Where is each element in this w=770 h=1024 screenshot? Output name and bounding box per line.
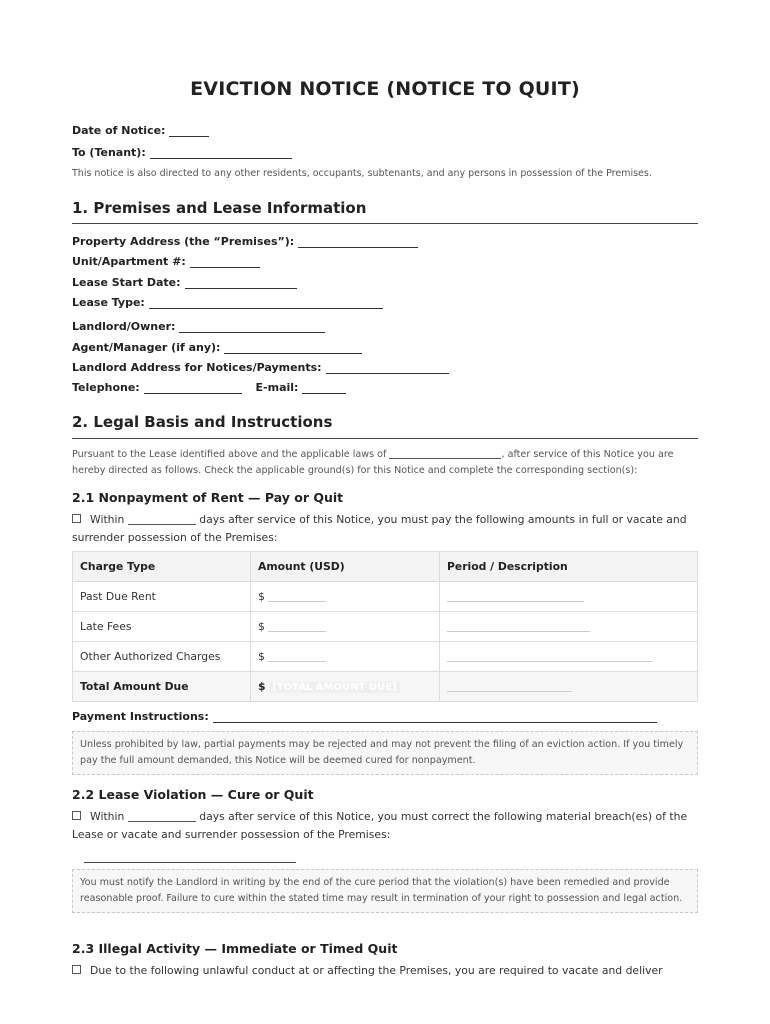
total-row <box>73 672 698 702</box>
occupants-note: This notice is also directed to any other residents, occupants, subtenants, and any persons in possession of the Premises. <box>72 168 652 179</box>
section-2-heading: 2. Legal Basis and Instructions <box>72 413 333 431</box>
period-blank[interactable] <box>447 621 590 632</box>
partial-payment-notice: Unless prohibited by law, partial payments may be rejected and may not prevent the filing of an eviction action. If you timely pay the full amount demanded, this Notice will be deemed cured for nonpayment. <box>72 731 698 775</box>
property-address-field <box>72 235 418 248</box>
landlord-address-field <box>72 361 449 374</box>
section-2-1-text <box>72 511 698 547</box>
period-blank[interactable] <box>447 681 572 692</box>
period-blank[interactable] <box>447 591 584 602</box>
telephone-blank[interactable] <box>144 381 242 394</box>
table-header-row <box>73 552 698 582</box>
illegal-activity-text: Due to the following unlawful conduct at or affecting the Premises, you are required to vacate and deliver <box>90 964 663 977</box>
lease-start-field <box>72 276 297 289</box>
lease-start-blank[interactable] <box>185 276 297 289</box>
section-2-1-heading: 2.1 Nonpayment of Rent — Pay or Quit <box>72 490 344 505</box>
agent-blank[interactable] <box>224 341 362 354</box>
landlord-address-blank[interactable] <box>326 361 449 374</box>
unit-blank[interactable] <box>190 255 260 268</box>
email-blank[interactable] <box>302 381 346 394</box>
section-1-rule <box>72 223 698 224</box>
unit-field <box>72 255 260 268</box>
column-header-amount: Amount (USD) <box>251 552 440 582</box>
intro-text-b: , after service of this Notice you are hereby directed as follows. Check the applicable ground(s) for this Notice and complete the corresponding section(s): <box>72 449 674 476</box>
amount-cell[interactable] <box>251 582 440 612</box>
telephone-field <box>72 381 346 394</box>
cure-notification-notice: You must notify the Landlord in writing by the end of the cure period that the violation(s) have been remedied and provide reasonable proof. Failure to cure within the stated time may result in termination of your right to possession and legal action. <box>72 869 698 913</box>
breach-description-blank[interactable] <box>84 862 296 863</box>
period-cell[interactable] <box>440 642 698 672</box>
lease-type-label: Lease Type: <box>72 296 145 309</box>
amount-cell[interactable] <box>251 642 440 672</box>
pay-instructions-text: days after service of this Notice, you must pay the following amounts in full or vacate and surrender possession of the Premises: <box>72 513 687 544</box>
tenant-field <box>72 146 292 159</box>
within-label: Within <box>90 513 125 526</box>
section-2-2-text <box>72 808 698 844</box>
section-2-intro <box>72 447 698 479</box>
column-header-charge-type: Charge Type <box>73 552 251 582</box>
pay-days-blank[interactable] <box>128 513 196 525</box>
tenant-label: To (Tenant): <box>72 146 146 159</box>
charge-type-cell: Past Due Rent <box>73 582 251 612</box>
within-label: Within <box>90 810 125 823</box>
landlord-field <box>72 320 325 333</box>
currency-symbol: $ <box>258 650 265 663</box>
property-address-label: Property Address (the “Premises”): <box>72 235 295 248</box>
payment-instructions-blank[interactable] <box>213 710 657 723</box>
table-row <box>73 582 698 612</box>
total-amount-placeholder[interactable]: [TOTAL AMOUNT DUE] <box>269 682 399 693</box>
jurisdiction-blank[interactable] <box>389 447 501 459</box>
table-row <box>73 612 698 642</box>
telephone-label: Telephone: <box>72 381 140 394</box>
lease-type-blank[interactable] <box>149 296 383 309</box>
amount-blank[interactable] <box>268 621 326 632</box>
period-cell[interactable] <box>440 612 698 642</box>
landlord-label: Landlord/Owner: <box>72 320 176 333</box>
table-row <box>73 642 698 672</box>
currency-symbol: $ <box>258 590 265 603</box>
date-of-notice-label: Date of Notice: <box>72 124 166 137</box>
total-amount-cell[interactable] <box>251 672 440 702</box>
landlord-address-label: Landlord Address for Notices/Payments: <box>72 361 322 374</box>
cure-instructions-text: days after service of this Notice, you must correct the following material breach(es) of the Lease or vacate and surrender possession of the Premises: <box>72 810 688 841</box>
agent-field <box>72 341 362 354</box>
period-cell[interactable] <box>440 582 698 612</box>
payment-instructions-field <box>72 710 657 723</box>
landlord-blank[interactable] <box>179 320 325 333</box>
charges-table <box>72 551 698 702</box>
total-label-cell: Total Amount Due <box>73 672 251 702</box>
amount-blank[interactable] <box>268 591 326 602</box>
document-title: EVICTION NOTICE (NOTICE TO QUIT) <box>190 78 580 100</box>
currency-symbol: $ <box>258 680 266 693</box>
date-of-notice-field <box>72 124 209 137</box>
payment-instructions-label: Payment Instructions: <box>72 710 209 723</box>
column-header-period: Period / Description <box>440 552 698 582</box>
section-2-3-text <box>72 962 698 980</box>
unit-label: Unit/Apartment #: <box>72 255 186 268</box>
section-2-3-heading: 2.3 Illegal Activity — Immediate or Timed Quit <box>72 941 398 956</box>
agent-label: Agent/Manager (if any): <box>72 341 221 354</box>
section-1-heading: 1. Premises and Lease Information <box>72 199 367 217</box>
date-of-notice-blank[interactable] <box>169 124 209 137</box>
amount-blank[interactable] <box>268 651 326 662</box>
charge-type-cell: Other Authorized Charges <box>73 642 251 672</box>
amount-cell[interactable] <box>251 612 440 642</box>
section-2-2-heading: 2.2 Lease Violation — Cure or Quit <box>72 787 314 802</box>
total-period-cell[interactable] <box>440 672 698 702</box>
intro-text-a: Pursuant to the Lease identified above and the applicable laws of <box>72 449 387 460</box>
illegal-activity-checkbox[interactable] <box>72 965 81 974</box>
currency-symbol: $ <box>258 620 265 633</box>
charge-type-cell: Late Fees <box>73 612 251 642</box>
lease-type-field <box>72 296 383 309</box>
property-address-blank[interactable] <box>298 235 418 248</box>
lease-start-label: Lease Start Date: <box>72 276 181 289</box>
lease-violation-checkbox[interactable] <box>72 811 81 820</box>
nonpayment-checkbox[interactable] <box>72 514 81 523</box>
tenant-blank[interactable] <box>150 146 292 159</box>
cure-days-blank[interactable] <box>128 810 196 822</box>
period-blank[interactable] <box>447 651 652 662</box>
email-label: E-mail: <box>255 381 299 394</box>
section-2-rule <box>72 438 698 439</box>
